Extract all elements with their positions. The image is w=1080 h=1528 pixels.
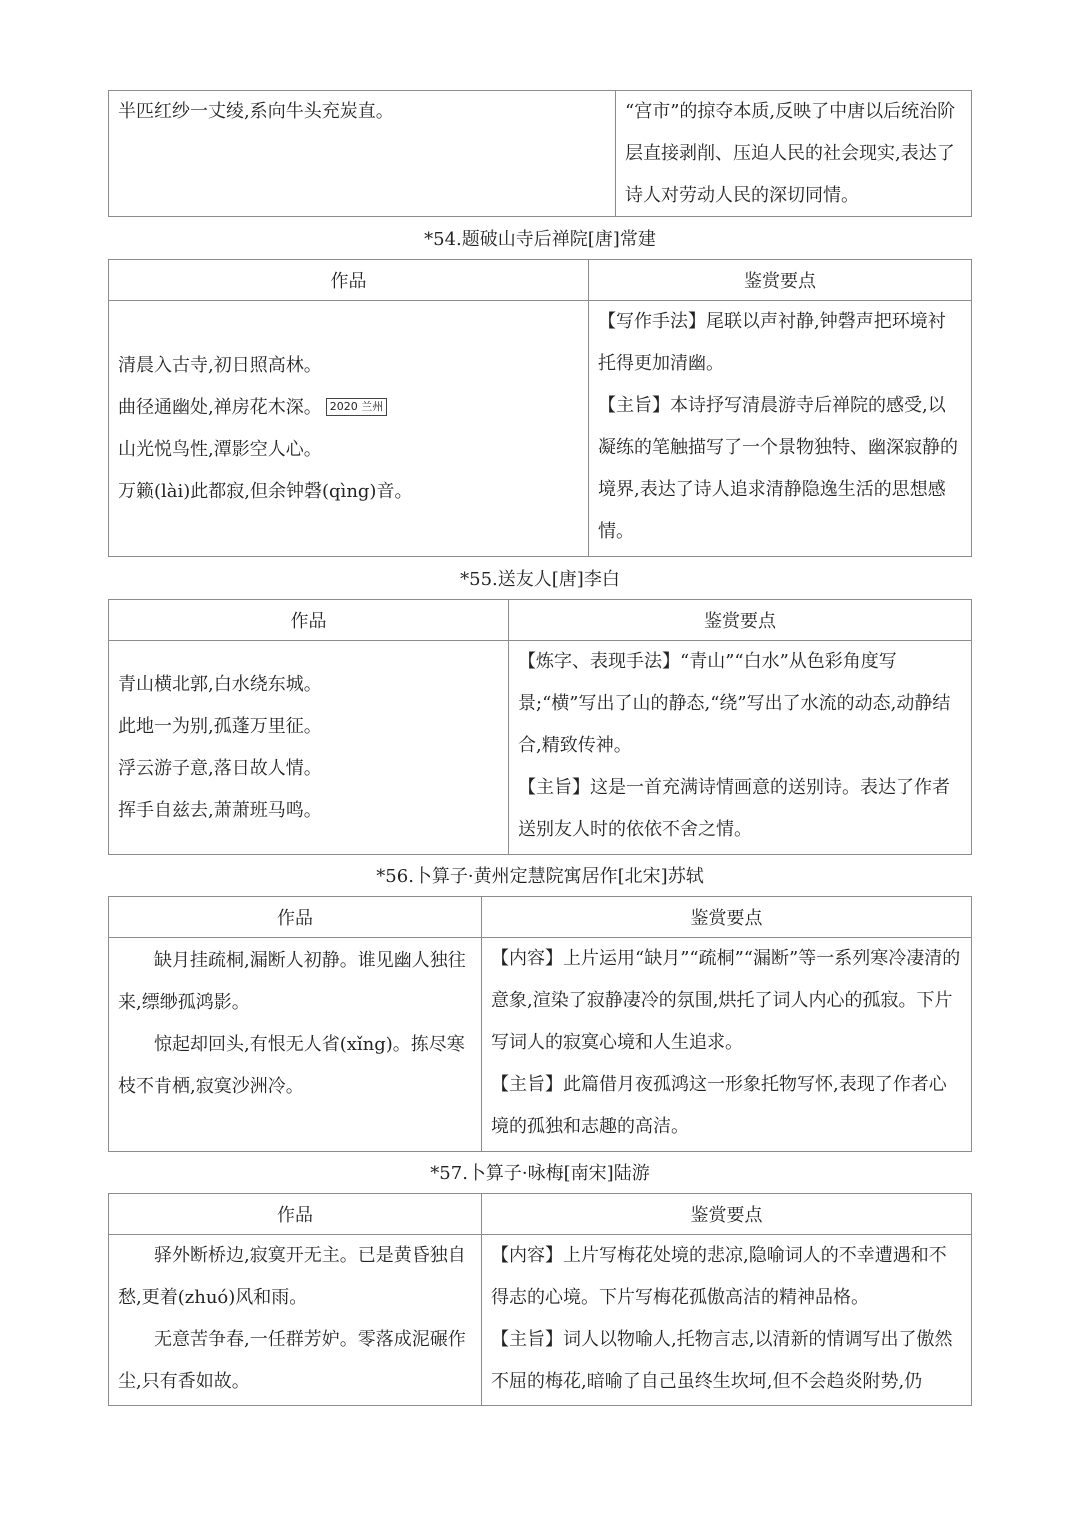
exam-badge: 2020 兰州 [326, 398, 388, 416]
header-work: 作品 [109, 897, 482, 937]
poem-stanza: 缺月挂疏桐,漏断人初静。谁见幽人独往来,缥缈孤鸿影。 [118, 950, 466, 1013]
poem-line: 挥手自兹去,萧萧班马鸣。 [118, 799, 322, 821]
notes-cell [589, 301, 971, 556]
note: 【内容】上片写梅花处境的悲凉,隐喻词人的不幸遭遇和不得志的心境。下片写梅花孤傲高洁的精神品格。 [491, 1245, 947, 1308]
note: 【写作手法】尾联以声衬静,钟磬声把环境衬托得更加清幽。 [598, 311, 946, 374]
header-work: 作品 [109, 260, 589, 300]
header-notes: 鉴赏要点 [744, 271, 816, 292]
header-notes: 鉴赏要点 [690, 908, 763, 929]
poem-stanza: 驿外断桥边,寂寞开无主。已是黄昏独自愁,更着(zhuó)风和雨。 [118, 1245, 466, 1308]
note: 【主旨】词人以物喻人,托物言志,以清新的情调写出了傲然不屈的梅花,暗喻了自己虽终生坎坷,但不会趋炎附势,仍 [491, 1329, 953, 1392]
work-cell [109, 301, 589, 556]
work-cell [109, 91, 616, 217]
poem-line: 青山横北郭,白水绕东城。 [118, 673, 322, 695]
poem-line: 半匹红纱一丈绫,系向牛头充炭直。 [118, 101, 394, 122]
work-cell [109, 1235, 482, 1405]
note: 【主旨】本诗抒写清晨游寺后禅院的感受,以凝练的笔触描写了一个景物独特、幽深寂静的境界,表达了诗人追求清静隐逸生活的思想感情。 [598, 395, 958, 542]
table-54 [108, 259, 972, 557]
note: “宫市”的掠夺本质,反映了中唐以后统治阶层直接剥削、压迫人民的社会现实,表达了诗人对劳动人民的深切同情。 [625, 101, 956, 206]
work-cell [109, 641, 509, 854]
section-title-57: *57.卜算子·咏梅[南宋]陆游 [430, 1163, 650, 1184]
header-notes: 鉴赏要点 [704, 611, 776, 632]
notes-cell [509, 641, 971, 854]
poem-line: 万籁(lài)此都寂,但余钟磬(qìng)音。 [118, 480, 413, 502]
poem-line: 清晨入古寺,初日照高林。 [118, 354, 322, 376]
poem-stanza: 无意苦争春,一任群芳妒。零落成泥碾作尘,只有香如故。 [118, 1329, 466, 1392]
poem-line: 山光悦鸟性,潭影空人心。 [118, 438, 322, 460]
table-55 [108, 599, 972, 855]
section-title-55: *55.送友人[唐]李白 [460, 569, 620, 590]
work-cell [109, 938, 482, 1151]
poem-line [118, 387, 579, 429]
notes-cell [482, 1235, 971, 1405]
header-notes: 鉴赏要点 [690, 1205, 763, 1226]
note: 【主旨】这是一首充满诗情画意的送别诗。表达了作者送别友人时的依依不舍之情。 [518, 777, 950, 840]
section-title-54: *54.题破山寺后禅院[唐]常建 [424, 229, 656, 250]
table-53 [108, 90, 972, 217]
notes-cell [482, 938, 971, 1151]
poem-line: 此地一为别,孤蓬万里征。 [118, 715, 322, 737]
poem-stanza: 惊起却回头,有恨无人省(xǐng)。拣尽寒枝不肯栖,寂寞沙洲冷。 [118, 1034, 465, 1097]
note: 【内容】上片运用“缺月”“疏桐”“漏断”等一系列寒冷凄清的意象,渲染了寂静凄冷的氛围,烘托了词人内心的孤寂。下片写词人的寂寞心境和人生追求。 [491, 948, 961, 1053]
note: 【主旨】此篇借月夜孤鸿这一形象托物写怀,表现了作者心境的孤独和志趣的高洁。 [491, 1074, 947, 1137]
poem-line-text: 曲径通幽处,禅房花木深。 [118, 396, 322, 418]
section-title-56: *56.卜算子·黄州定慧院寓居作[北宋]苏轼 [376, 866, 704, 887]
header-work: 作品 [109, 1194, 482, 1234]
note: 【炼字、表现手法】“青山”“白水”从色彩角度写景;“横”写出了山的静态,“绕”写出了水流的动态,动静结合,精致传神。 [518, 651, 951, 756]
poem-line: 浮云游子意,落日故人情。 [118, 757, 322, 779]
header-work: 作品 [109, 600, 509, 640]
table-57 [108, 1193, 972, 1406]
table-56 [108, 896, 972, 1152]
notes-cell [616, 91, 971, 217]
